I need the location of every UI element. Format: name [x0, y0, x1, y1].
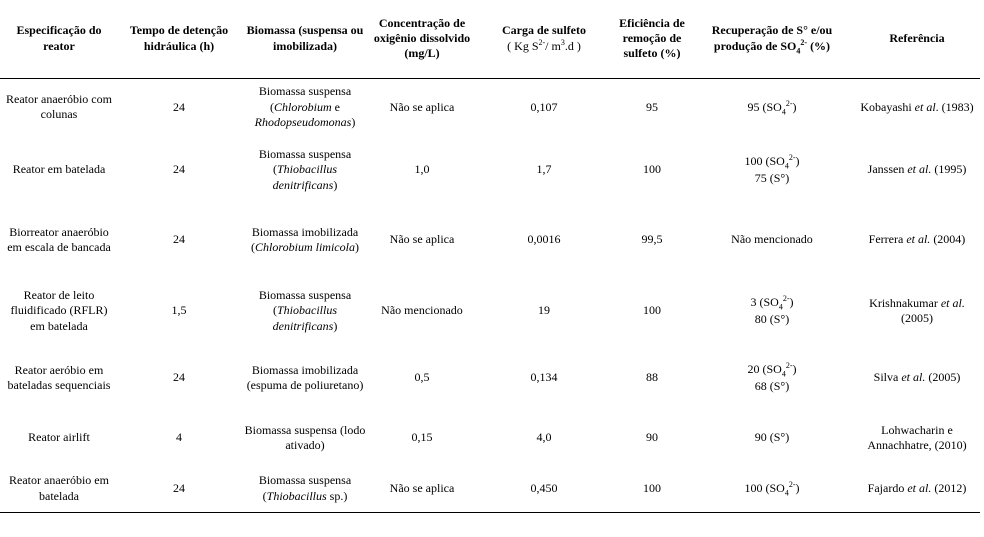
cell-oxigenio: Não se aplica	[370, 466, 474, 512]
header-row	[0, 0, 980, 78]
cell-recuperacao: 20 $(SO_4^{2-})$ 68 (S°)	[747, 360, 797, 393]
cell-carga: 0,134	[530, 370, 558, 385]
header-oxigenio: Concentração de oxigênio dissolvido (mg/L)	[370, 0, 474, 78]
cell-eficiencia: 100	[643, 162, 661, 177]
cell-eficiencia: 88	[646, 370, 658, 385]
cell-eficiencia: 99,5	[641, 232, 663, 247]
cell-oxigenio: 0,5	[414, 370, 430, 385]
cell-carga: 0,107	[530, 99, 558, 114]
cell-carga: 0,450	[474, 466, 614, 512]
table-row	[0, 136, 980, 204]
cell-tempo: 4	[176, 430, 182, 445]
cell-biomassa: Biomassa suspensa (Thiobacillus denitrificans)	[258, 287, 352, 333]
cell-referencia: Kobayashi et al. (1983)	[860, 99, 974, 114]
cell-tempo: 24	[173, 99, 185, 114]
cell-referencia: Janssen et al. (1995)	[867, 162, 967, 177]
cell-recuperacao: 3 $(SO_4^{2-})$ 80 (S°)	[750, 293, 794, 326]
cell-recuperacao: 100 $(SO_4^{2-})$ 75 (S°)	[744, 152, 800, 185]
cell-biomassa: Biomassa imobilizada (espuma de poliuretano)	[246, 362, 364, 392]
cell-biomassa: Biomassa suspensa (Thiobacillus denitrificans)	[258, 146, 352, 192]
table-row	[0, 204, 980, 276]
header-tempo: Tempo de detenção hidráulica (h)	[118, 0, 240, 78]
cell-oxigenio: Não se aplica	[389, 99, 455, 114]
cell-spec: Reator em batelada	[12, 162, 106, 177]
cell-referencia: Fajardo et al. (2012)	[854, 466, 980, 512]
cell-eficiencia: 100	[614, 466, 690, 512]
table-row	[0, 276, 980, 346]
cell-spec: Reator de leito fluidificado (RFLR) em batelada	[10, 287, 108, 333]
cell-recuperacao: 100 $(SO_4^{2-})$	[690, 466, 854, 512]
table-row	[0, 78, 980, 136]
header-referencia: Referência	[854, 0, 980, 78]
header-spec: Especificação do reator	[0, 0, 118, 78]
cell-eficiencia: 90	[646, 430, 658, 445]
cell-referencia: Krishnakumar et al. (2005)	[869, 295, 965, 325]
cell-referencia: Lohwacharin e Annachhatre, (2010)	[867, 422, 967, 452]
cell-recuperacao: 90 (S°)	[754, 430, 790, 445]
cell-oxigenio: 0,15	[411, 430, 433, 445]
header-recuperacao: Recuperação de S° e/ou produção de $SO_4^{2-}$ (%)	[690, 0, 854, 78]
cell-referencia: Ferrera et al. (2004)	[868, 232, 966, 247]
cell-spec: Reator anaeróbio com colunas	[6, 91, 112, 122]
cell-biomassa: Biomassa suspensa (Thiobacillus sp.)	[240, 466, 370, 512]
cell-biomassa: Biomassa suspensa (lodo ativado)	[244, 422, 366, 452]
header-eficiencia: Eficiência de remoção de sulfeto (%)	[614, 0, 690, 78]
table-row	[0, 410, 980, 466]
cell-oxigenio: Não mencionado	[381, 303, 463, 318]
cell-carga: 0,0016	[527, 232, 561, 247]
table-row	[0, 346, 980, 410]
cell-tempo: 24	[173, 232, 185, 247]
cell-spec: Reator airlift	[28, 430, 90, 445]
cell-tempo: 24	[118, 466, 240, 512]
cell-referencia: Silva et al. (2005)	[873, 370, 961, 385]
cell-oxigenio: 1,0	[414, 162, 430, 177]
cell-spec: Reator aeróbio em bateladas sequenciais	[7, 362, 111, 392]
header-biomassa: Biomassa (suspensa ou imobilizada)	[240, 0, 370, 78]
cell-spec: Biorreator anaeróbio em escala de bancada	[7, 224, 111, 254]
header-carga: Carga de sulfeto ( Kg $S^{2-}/$ $m^3.d$ )	[474, 0, 614, 78]
cell-carga: 1,7	[536, 162, 552, 177]
cell-recuperacao: Não mencionado	[731, 232, 813, 247]
cell-tempo: 1,5	[171, 303, 187, 318]
table-row	[0, 466, 980, 512]
cell-eficiencia: 100	[643, 303, 661, 318]
cell-biomassa: Biomassa suspensa (Chlorobium e Rhodopseudomonas)	[254, 84, 356, 129]
cell-carga: 19	[538, 303, 550, 318]
cell-oxigenio: Não se aplica	[389, 232, 455, 247]
cell-tempo: 24	[173, 370, 185, 385]
cell-eficiencia: 95	[646, 99, 658, 114]
cell-tempo: 24	[173, 162, 185, 177]
cell-recuperacao: 95 $(SO_4^{2-})$	[747, 98, 797, 116]
cell-biomassa: Biomassa imobilizada (Chlorobium limicola)	[251, 224, 359, 254]
cell-spec: Reator anaeróbio em batelada	[0, 466, 118, 512]
cell-carga: 4,0	[536, 430, 552, 445]
